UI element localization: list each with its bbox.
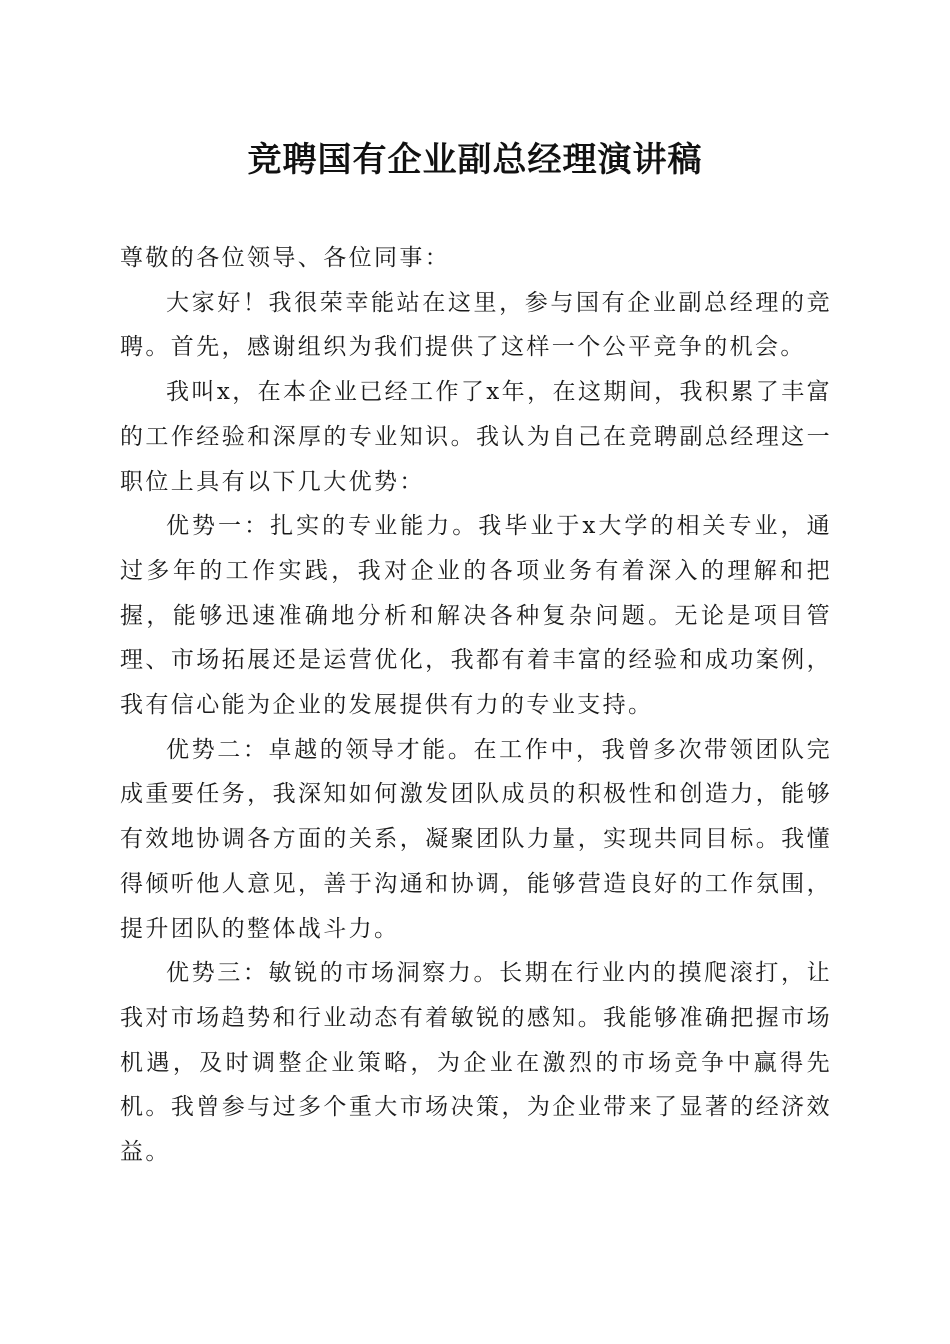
paragraph-advantage-three: 优势三：敏锐的市场洞察力。长期在行业内的摸爬滚打，让我对市场趋势和行业动态有着敏锐的感知。我能够准确把握市场机遇，及时调整企业策略，为企业在激烈的市场竞争中赢得先机。我曾参与过多个重大市场决策，为企业带来了显著的经济效益。 (120, 960, 832, 1166)
paragraph-advantage-two: 优势二：卓越的领导才能。在工作中，我曾多次带领团队完成重要任务，我深知如何激发团队成员的积极性和创造力，能够有效地协调各方面的关系，凝聚团队力量，实现共同目标。我懂得倾听他人意见，善于沟通和协调，能够营造良好的工作氛围，提升团队的整体战斗力。 (120, 736, 832, 942)
salutation: 尊敬的各位领导、各位同事： (120, 245, 451, 271)
document-title: 竞聘国有企业副总经理演讲稿 (247, 140, 703, 180)
paragraph-greeting: 大家好！我很荣幸能站在这里，参与国有企业副总经理的竞聘。首先，感谢组织为我们提供了这样一个公平竞争的机会。 (120, 289, 832, 361)
document-body (120, 236, 832, 1175)
paragraph-advantage-one: 优势一：扎实的专业能力。我毕业于x大学的相关专业，通过多年的工作实践，我对企业的各项业务有着深入的理解和把握，能够迅速准确地分析和解决各种复杂问题。无论是项目管理、市场拓展还是运营优化，我都有着丰富的经验和成功案例，我有信心能为企业的发展提供有力的专业支持。 (120, 513, 832, 719)
paragraph-introduction: 我叫x，在本企业已经工作了x年，在这期间，我积累了丰富的工作经验和深厚的专业知识。我认为自己在竞聘副总经理这一职位上具有以下几大优势： (120, 379, 832, 495)
